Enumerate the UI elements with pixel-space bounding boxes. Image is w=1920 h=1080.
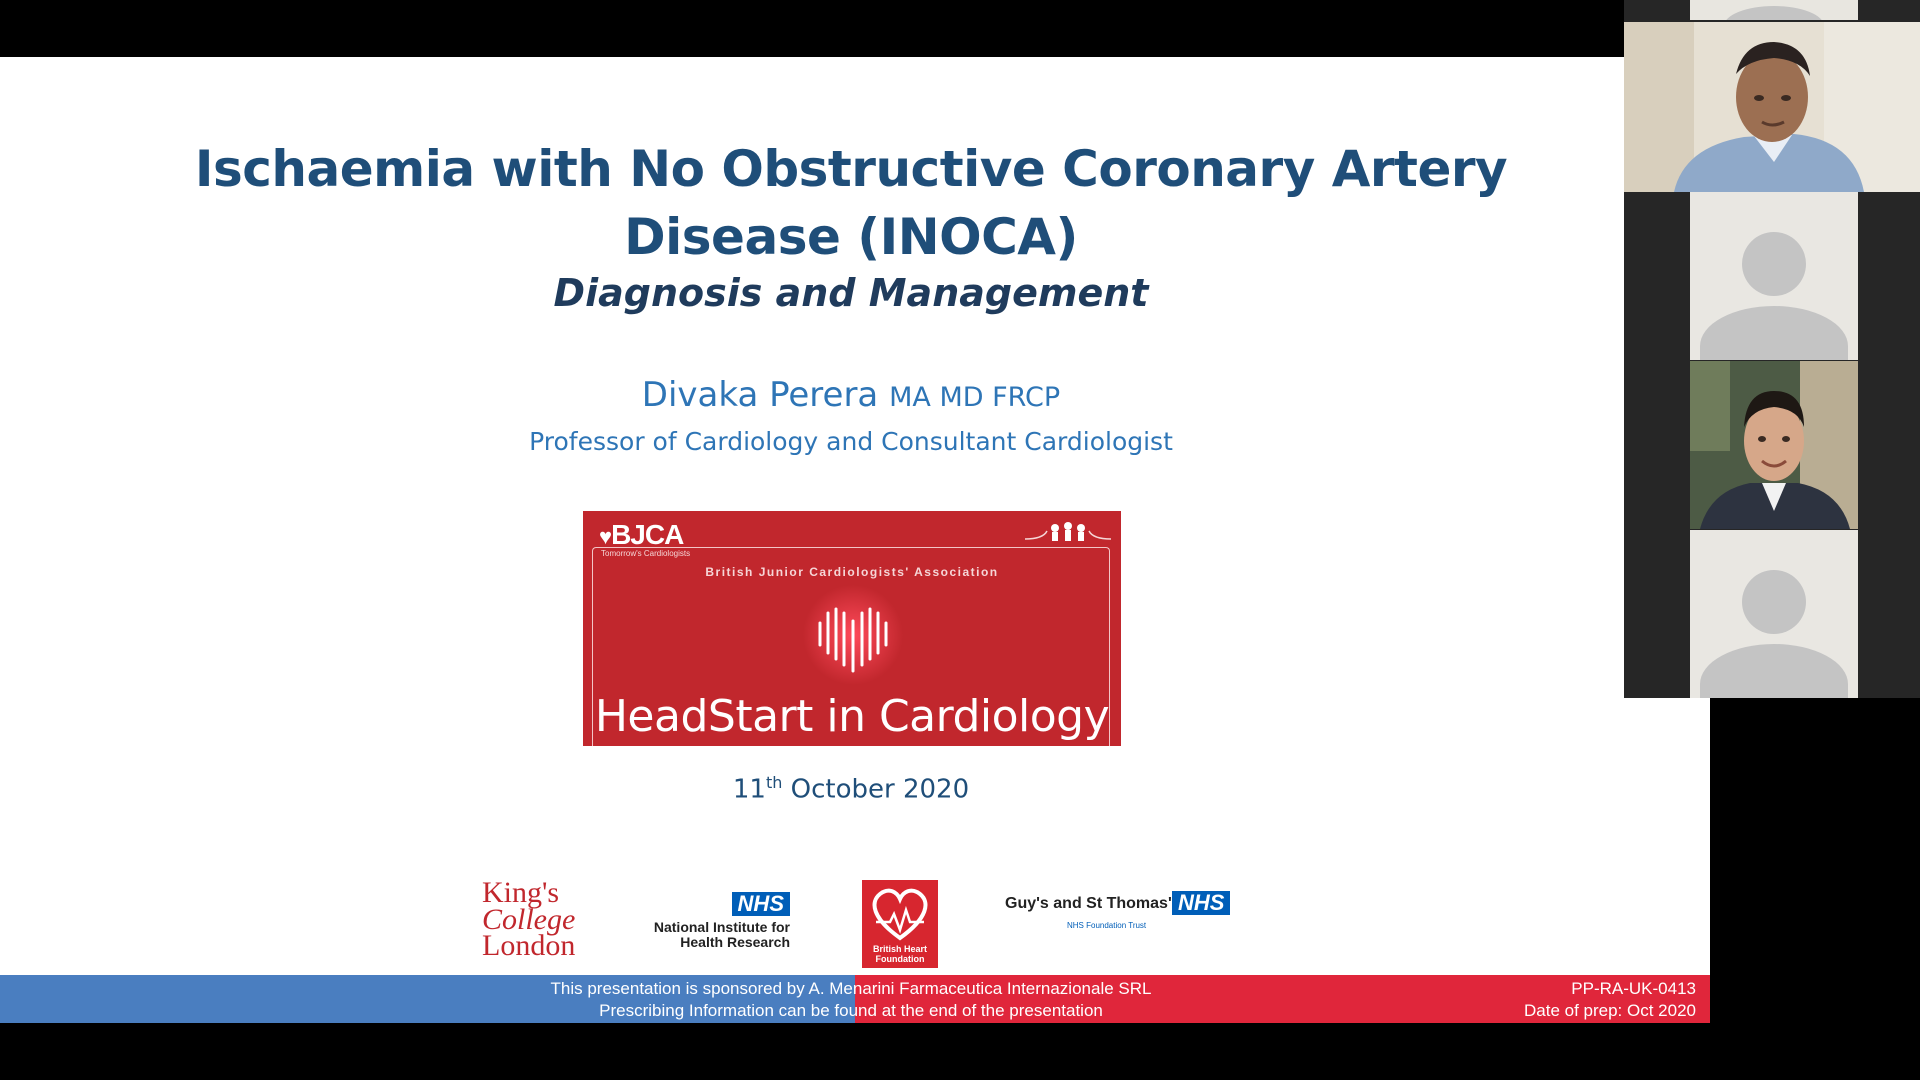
sponsor-text [0,978,1702,1022]
avatar [1742,570,1806,634]
shared-slide [0,57,1710,1023]
gstt-nhs-badge: NHS [1172,891,1230,915]
prep-date: Date of prep: Oct 2020 [1524,1001,1696,1020]
speaker-role: Professor of Cardiology and Consultant Cardiologist [529,427,1173,456]
slide-subtitle: Diagnosis and Management [553,271,1149,315]
nihr-line-2: Health Research [680,934,790,950]
partner-logos [0,877,1710,972]
slide-title-line-1: Ischaemia with No Obstructive Coronary Artery [194,140,1508,198]
participant-tile-top-edge[interactable] [1690,0,1858,20]
slide-title [0,135,1702,271]
heartbeat-heart-icon [798,583,908,687]
sponsor-line-1: This presentation is sponsored by A. Menarini Farmaceutica Internazionale SRL [550,979,1152,998]
bjca-logo [599,519,683,551]
date-month-year: October 2020 [782,774,970,805]
date-day: 11 [732,774,766,805]
participant-tile-2[interactable] [1690,192,1858,360]
nihr-line-1: National Institute for [653,919,790,935]
presentation-date [0,773,1702,805]
bjca-tagline: Tomorrow's Cardiologists [601,549,691,558]
bhf-line-2: Foundation [875,954,925,964]
kings-logo-line-3: London [482,929,576,962]
association-name: British Junior Cardiologists' Association [705,565,999,579]
avatar [1724,6,1824,20]
reference-code: PP-RA-UK-0413 [1571,979,1696,998]
nihr-text [630,920,790,950]
video-feed-participant [1690,361,1858,529]
bjca-logo-text: BJCA [611,519,684,550]
speaker-credentials: MA MD FRCP [889,382,1061,413]
gstt-name: Guy's and St Thomas' [1005,895,1172,912]
british-heart-foundation-logo [862,880,938,968]
banner-title: HeadStart in Cardiology [594,691,1110,742]
heart-outline-icon [862,884,938,946]
sponsor-line-2: Prescribing Information can be found at the end of the presentation [599,1001,1103,1020]
date-suffix: th [765,773,783,792]
bhf-line-1: British Heart [872,944,927,954]
participant-gallery [1624,0,1920,698]
speaker-line [0,375,1702,415]
event-banner [583,511,1121,746]
participant-tile-3[interactable] [1690,361,1858,529]
heart-icon: ♥ [599,524,612,549]
nhs-badge: NHS [732,892,790,916]
kings-logo-line-1: King's [482,876,560,909]
kings-college-logo [482,876,582,987]
gstt-trust: NHS Foundation Trust [1067,921,1147,930]
participant-tile-1[interactable] [1624,22,1920,192]
people-icon [1023,519,1113,545]
slide-title-line-2: Disease (INOCA) [624,208,1078,266]
avatar-body [1700,306,1848,360]
video-feed-presenter [1624,22,1920,192]
speaker-name: Divaka Perera [641,375,879,415]
reference-info [1524,978,1696,1022]
sponsor-footer [0,975,1710,1023]
participant-tile-4[interactable] [1690,530,1858,698]
bhf-text [862,944,938,964]
avatar [1742,232,1806,296]
kings-logo-line-2: College [482,903,576,936]
avatar-body [1700,644,1848,698]
